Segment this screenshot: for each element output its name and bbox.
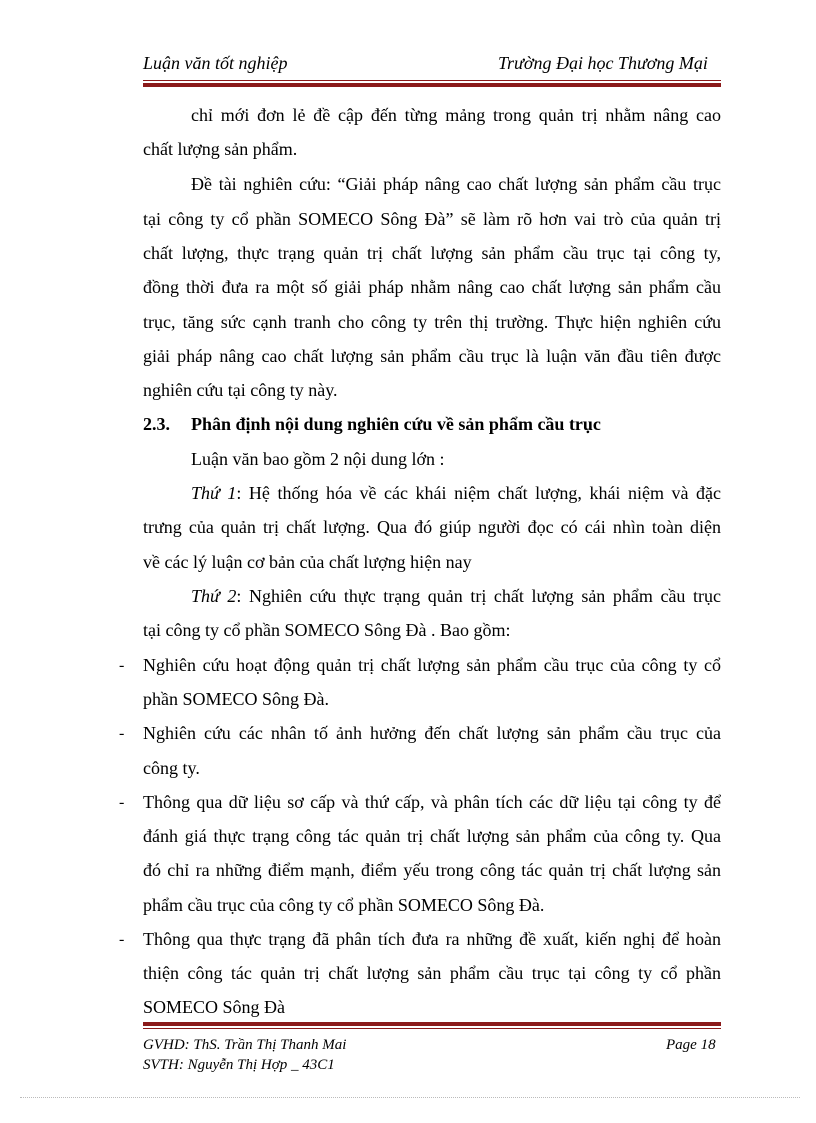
footer-svth: SVTH: Nguyễn Thị Hợp _ 43C1: [143, 1057, 335, 1073]
bullet-line: phần SOMECO Sông Đà.: [143, 689, 330, 709]
paragraph-line: trục, tăng sức cạnh tranh cho công ty trên thị trường. Thực hiện nghiên cứu: [143, 312, 721, 332]
bullet-marker: -: [119, 794, 125, 811]
bullet-line: Thông qua thực trạng đã phân tích đưa ra những đề xuất, kiến nghị để hoàn: [143, 929, 721, 949]
paragraph-line: chất lượng sản phẩm.: [143, 139, 298, 159]
paragraph-text: : Nghiên cứu thực trạng quản trị chất lượng sản phẩm cầu trục: [236, 586, 721, 606]
bullet-line: Nghiên cứu hoạt động quản trị chất lượng sản phẩm cầu trục của công ty cổ: [143, 655, 721, 675]
paragraph-line: nghiên cứu tại công ty này.: [143, 380, 338, 400]
paragraph-line: [191, 585, 721, 607]
page-edge-divider: [20, 1097, 800, 1098]
bullet-line: Thông qua dữ liệu sơ cấp và thứ cấp, và phân tích các dữ liệu tại công ty để: [143, 792, 721, 812]
paragraph-line: chất lượng, thực trạng quản trị chất lượng sản phẩm cầu trục tại công ty,: [143, 243, 721, 263]
footer-gvhd: GVHD: ThS. Trần Thị Thanh Mai: [143, 1037, 347, 1053]
paragraph-line: tại công ty cổ phần SOMECO Sông Đà” sẽ làm rõ hơn vai trò của quản trị: [143, 209, 721, 229]
paragraph-line: Luận văn bao gồm 2 nội dung lớn :: [191, 449, 445, 469]
paragraph-line: về các lý luận cơ bản của chất lượng hiện nay: [143, 552, 472, 572]
paragraph-line: đồng thời đưa ra một số giải pháp nhằm nâng cao chất lượng sản phẩm cầu: [143, 277, 721, 297]
page-number: Page 18: [666, 1037, 716, 1053]
section-heading: [143, 413, 721, 435]
bullet-marker: -: [119, 657, 125, 674]
bullet-marker: -: [119, 931, 125, 948]
bullet-line: SOMECO Sông Đà: [143, 997, 286, 1017]
bullet-line: phẩm cầu trục của công ty cổ phần SOMECO Sông Đà.: [143, 895, 545, 915]
paragraph-text: : Hệ thống hóa về các khái niệm chất lượng, khái niệm và đặc: [236, 483, 722, 503]
bullet-line: đó chỉ ra những điểm mạnh, điểm yếu trong công tác quản trị chất lượng sản: [143, 860, 721, 880]
section-title: Phân định nội dung nghiên cứu về sản phẩm cầu trục: [191, 414, 601, 434]
bullet-line: thiện công tác quản trị chất lượng sản phẩm cầu trục tại công ty cổ phần: [143, 963, 721, 983]
footer-rule: [143, 1022, 721, 1029]
paragraph-line: chỉ mới đơn lẻ đề cập đến từng mảng trong quản trị nhằm nâng cao: [191, 105, 721, 125]
paragraph-line: [191, 482, 721, 504]
header-right: Trường Đại học Thương Mại: [498, 53, 708, 73]
paragraph-line: giải pháp nâng cao chất lượng sản phẩm cầu trục là luận văn đầu tiên được: [143, 346, 721, 366]
bullet-marker: -: [119, 725, 125, 742]
bullet-line: đánh giá thực trạng công tác quản trị chất lượng sản phẩm của công ty. Qua: [143, 826, 721, 846]
paragraph-line: Đề tài nghiên cứu: “Giải pháp nâng cao chất lượng sản phẩm cầu trục: [191, 174, 721, 194]
header-left: Luận văn tốt nghiệp: [143, 53, 288, 73]
paragraph-line: trưng của quản trị chất lượng. Qua đó giúp người đọc có cái nhìn toàn diện: [143, 517, 721, 537]
bullet-line: Nghiên cứu các nhân tố ảnh hưởng đến chất lượng sản phẩm cầu trục của: [143, 723, 721, 743]
paragraph-line: tại công ty cổ phần SOMECO Sông Đà . Bao gồm:: [143, 620, 511, 640]
header-rule: [143, 78, 721, 87]
thu-1-label: Thứ 1: [191, 483, 237, 503]
bullet-line: công ty.: [143, 758, 200, 778]
thu-2-label: Thứ 2: [191, 586, 237, 606]
section-number: 2.3.: [143, 414, 170, 434]
